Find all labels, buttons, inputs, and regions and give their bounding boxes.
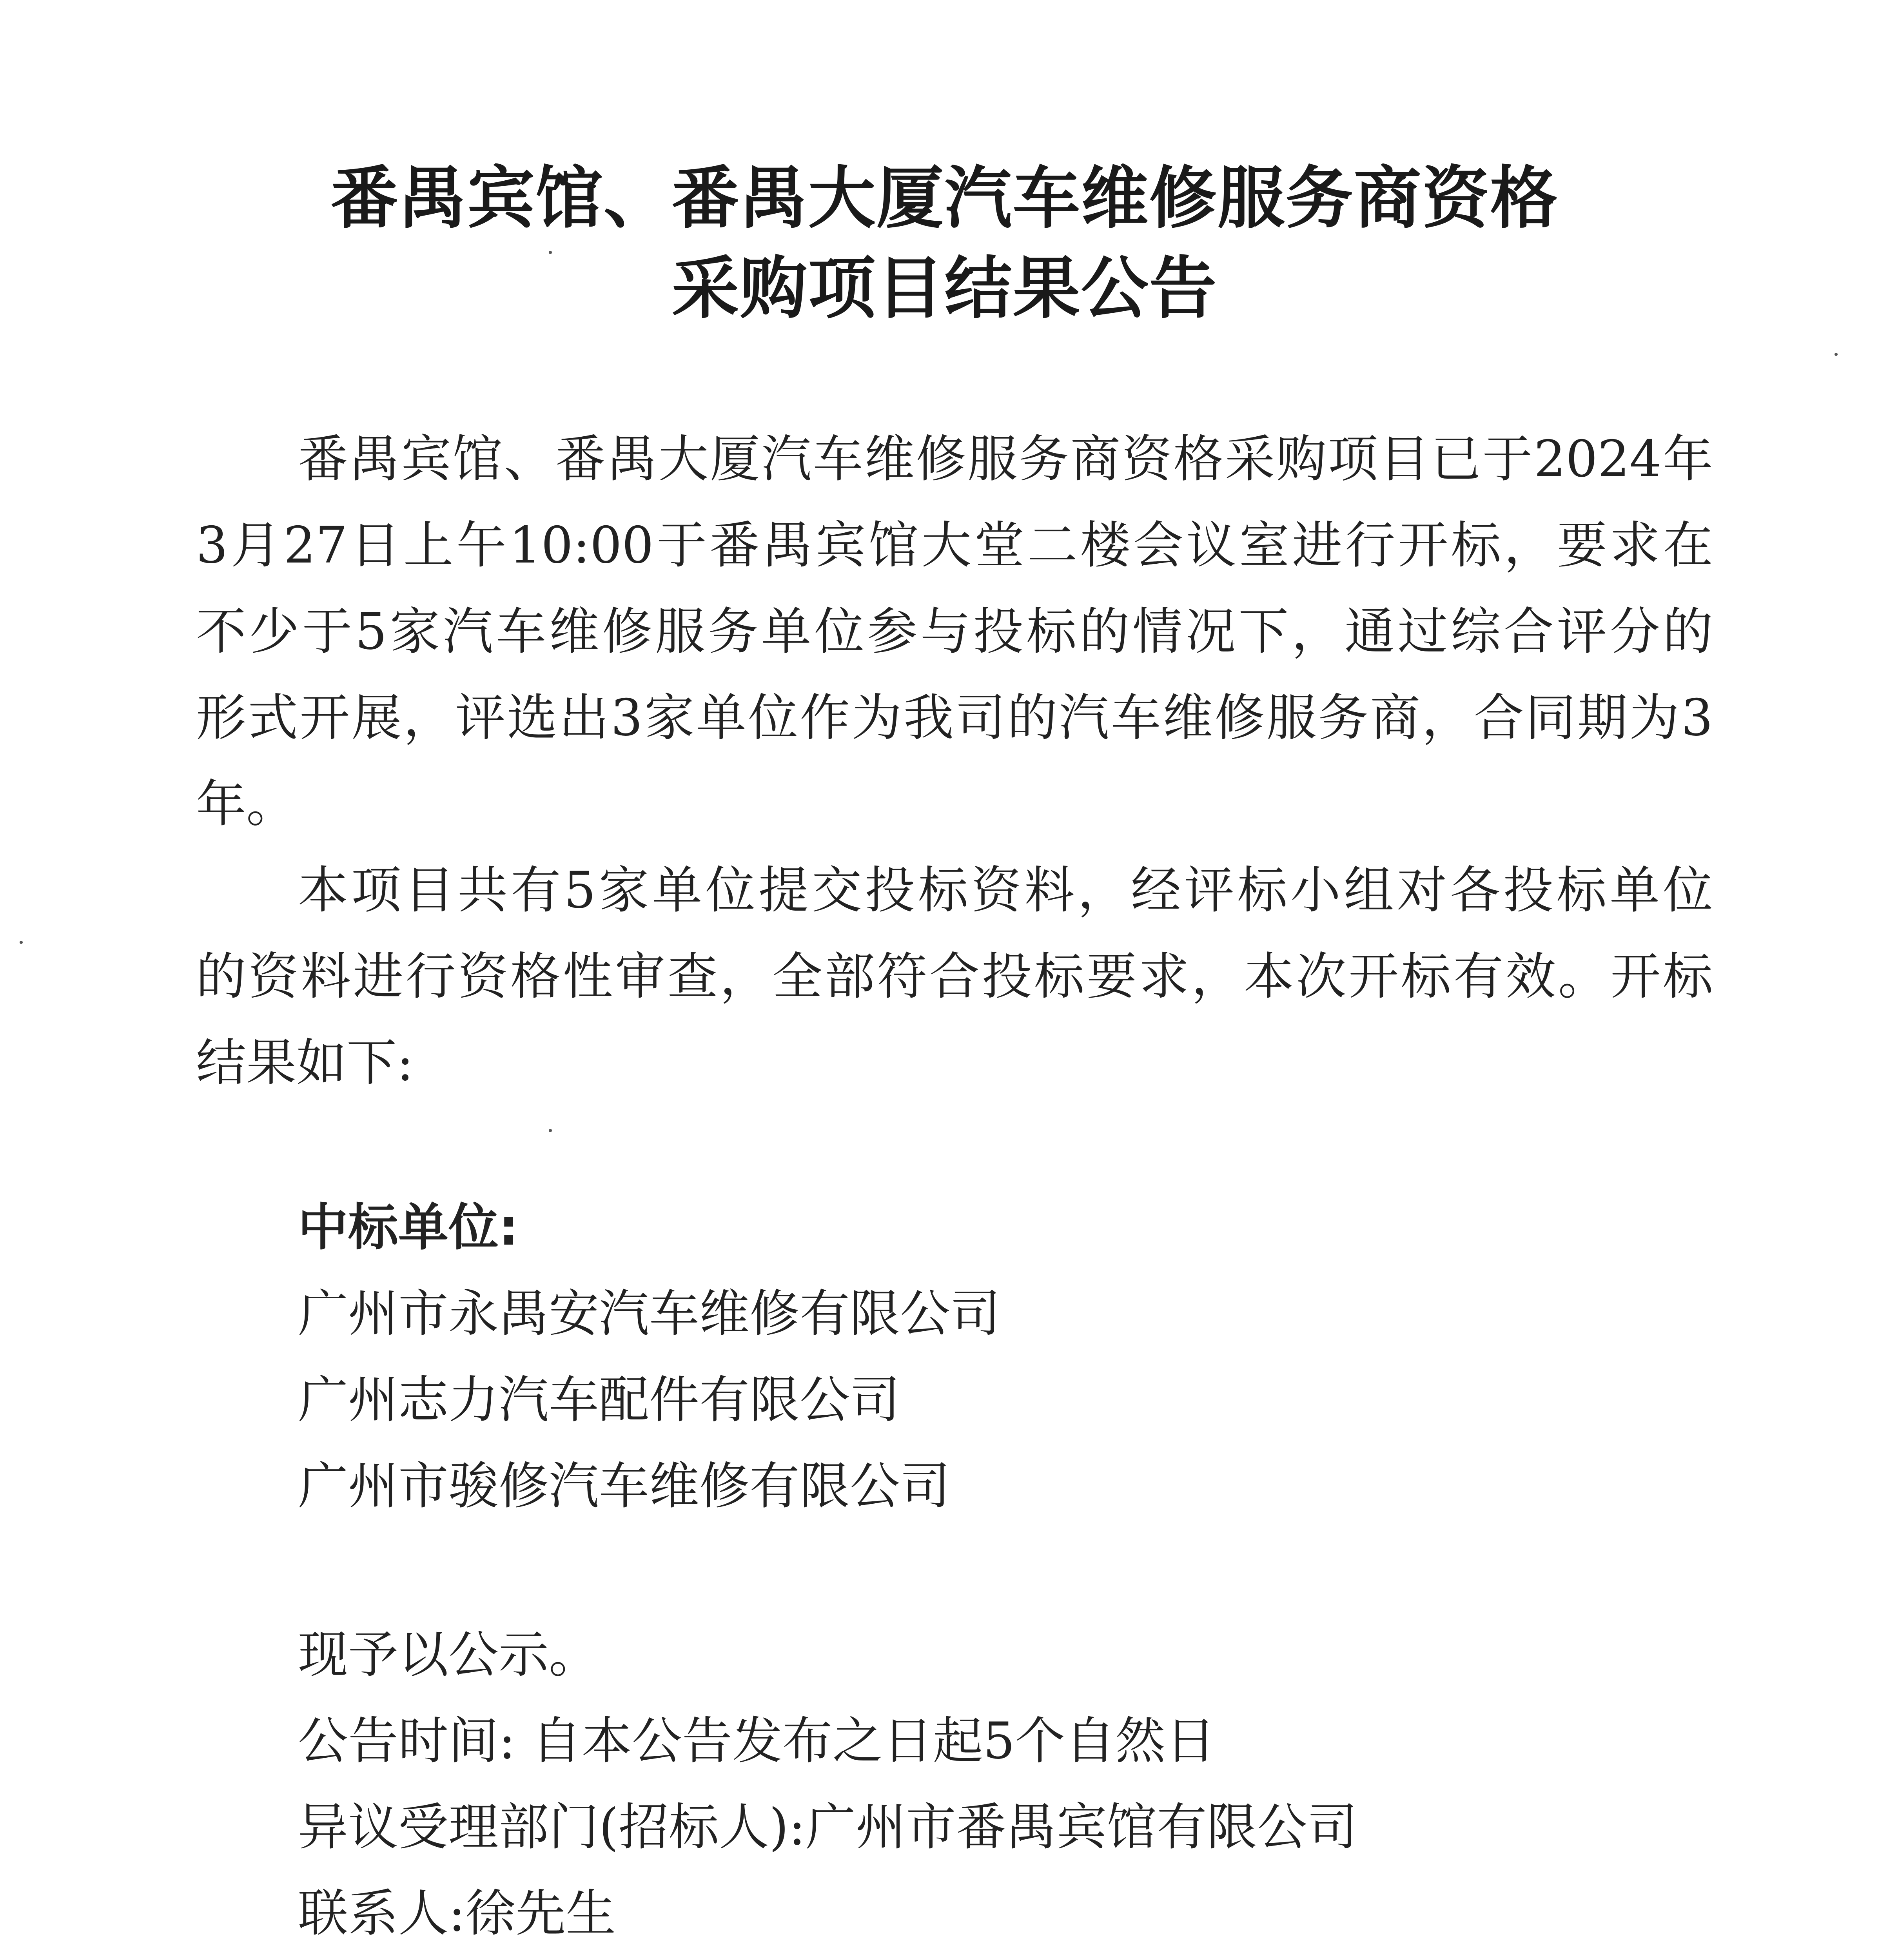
scan-speck [1835,353,1838,356]
paragraph-1-line-3: 不少于5家汽车维修服务单位参与投标的情况下，通过综合评分的 [196,603,1713,661]
scan-speck [549,251,552,254]
paragraph-1-line-1: 番禺宾馆、番禺大厦汽车维修服务商资格采购项目已于2024年 [298,430,1713,488]
objection-department: 异议受理部门(招标人):广州市番禺宾馆有限公司 [298,1798,1358,1857]
paragraph-2-line-1: 本项目共有5家单位提交投标资料，经评标小组对各投标单位 [298,861,1713,920]
winner-company-1: 广州市永禺安汽车维修有限公司 [298,1285,1001,1343]
winner-company-3: 广州市骏修汽车维修有限公司 [298,1457,951,1515]
announcement-period: 公告时间: 自本公告发布之日起5个自然日 [298,1712,1216,1770]
title-line-2: 采购项目结果公告 [671,249,1218,328]
winner-company-2: 广州志力汽车配件有限公司 [298,1371,900,1429]
paragraph-1-line-5: 年。 [196,775,297,833]
publicize-statement: 现予以公示。 [298,1626,599,1684]
paragraph-1-line-2: 3月27日上午10:00于番禺宾馆大堂二楼会议室进行开标，要求在 [196,516,1713,575]
winners-heading: 中标单位: [298,1198,519,1257]
contact-person: 联系人:徐先生 [298,1884,616,1943]
scan-speck [20,941,23,944]
scan-speck [549,1129,552,1132]
title-line-1: 番禺宾馆、番禺大厦汽车维修服务商资格 [330,159,1559,238]
paragraph-1-line-4: 形式开展，评选出3家单位作为我司的汽车维修服务商，合同期为3 [196,689,1713,747]
paragraph-2-line-2: 的资料进行资格性审查，全部符合投标要求，本次开标有效。开标 [196,947,1713,1006]
paragraph-2-line-3: 结果如下: [196,1034,414,1092]
